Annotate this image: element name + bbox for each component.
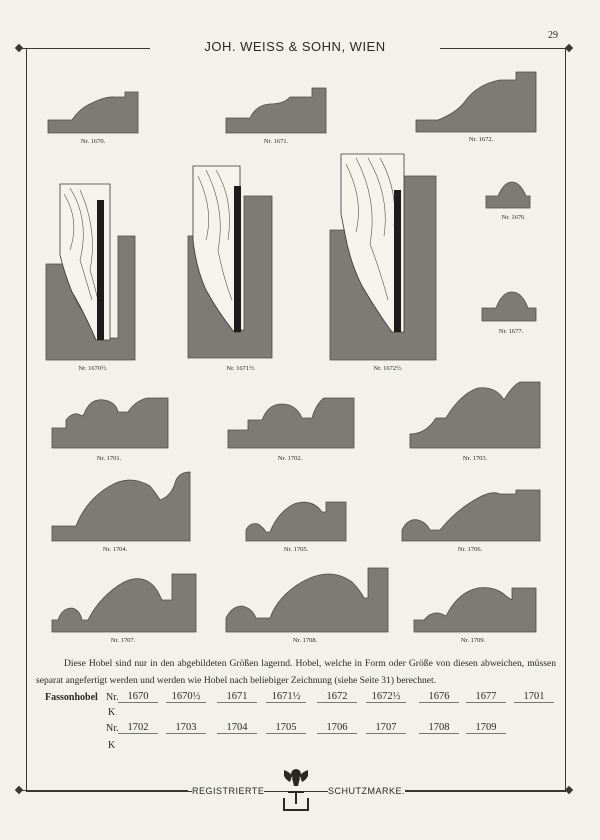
clamp-icon (284, 792, 308, 810)
label-1705: Nr. 1705. (283, 546, 309, 553)
table-cell: 1672 (317, 691, 357, 703)
label-1671-half: Nr. 1671½. (226, 365, 256, 372)
table-cell: 1701 (514, 691, 554, 703)
table-label: Fassonhobel (45, 692, 98, 703)
footer-rule-right (404, 790, 570, 791)
corner-ornament (15, 786, 23, 794)
label-1706: Nr. 1706. (457, 546, 483, 553)
label-1676: Nr. 1676 (501, 214, 525, 221)
label-1703: Nr. 1703. (462, 455, 488, 462)
page-number: 29 (548, 30, 558, 41)
label-1707: Nr. 1707. (110, 637, 136, 644)
k-label: K (108, 740, 116, 751)
page-title: JOH. WEISS & SOHN, WIEN (150, 39, 440, 54)
label-1672: Nr. 1672. (468, 136, 494, 143)
nr-label: Nr. (106, 723, 119, 734)
footer-left-text: REGISTRIERTE (192, 786, 265, 796)
profile-1671 (226, 88, 326, 133)
k-label: K (108, 707, 116, 718)
profile-1703 (410, 382, 540, 448)
profile-1708 (226, 568, 388, 632)
trademark-logo (276, 762, 316, 818)
plane-1670-half-blade (97, 200, 104, 340)
profile-1704 (52, 472, 190, 541)
label-1701: Nr. 1701. (96, 455, 122, 462)
table-cell: 1706 (317, 722, 357, 734)
corner-ornament (565, 786, 573, 794)
footer-rule-left (20, 790, 188, 791)
footer-right-text: SCHUTZMARKE. (328, 786, 406, 796)
profile-1706 (402, 490, 540, 541)
profile-1701 (52, 398, 168, 448)
eagle-icon (284, 769, 308, 786)
profile-1672 (416, 72, 536, 132)
table-cell: 1677 (466, 691, 506, 703)
profile-1707 (52, 574, 196, 632)
table-cell: 1703 (166, 722, 206, 734)
table-cell: 1708 (419, 722, 459, 734)
table-cell: 1709 (466, 722, 506, 734)
profile-1709 (414, 588, 536, 632)
label-1672-half: Nr. 1672½. (373, 365, 403, 372)
table-cell: 1707 (366, 722, 406, 734)
plane-1671-half-blade (234, 186, 241, 332)
label-1671: Nr. 1671. (263, 138, 289, 145)
profile-1677 (482, 292, 536, 321)
nr-label: Nr. (106, 692, 119, 703)
table-cell: 1702 (118, 722, 158, 734)
table-cell: 1705 (266, 722, 306, 734)
table-cell: 1670½ (166, 691, 206, 703)
profile-1676 (486, 182, 530, 208)
table-cell: 1670 (118, 691, 158, 703)
label-1704: Nr. 1704. (102, 546, 128, 553)
profile-1705 (246, 502, 346, 541)
label-1670-half: Nr. 1670½. (78, 365, 108, 372)
table-cell: 1671½ (266, 691, 306, 703)
table-cell: 1672½ (366, 691, 406, 703)
plane-1672-half-blade (394, 190, 401, 332)
profile-1670 (48, 92, 138, 133)
label-1702: Nr. 1702. (277, 455, 303, 462)
table-cell: 1676 (419, 691, 459, 703)
profile-1702 (228, 398, 354, 448)
table-cell: 1671 (217, 691, 257, 703)
label-1709: Nr. 1709. (460, 637, 486, 644)
label-1677: Nr. 1677. (498, 328, 524, 335)
label-1670: Nr. 1670. (80, 138, 106, 145)
stock-note: Diese Hobel sind nur in den abgebildeten Größen lagernd. Hobel, welche in Form oder Größe von diesen abweichen, müssen separat angefertigt werden und werden wie Hobel nach beliebiger Zeichnung (siehe Seite 31) berechnet. (36, 658, 556, 686)
label-1708: Nr. 1708. (292, 637, 318, 644)
table-cell: 1704 (217, 722, 257, 734)
